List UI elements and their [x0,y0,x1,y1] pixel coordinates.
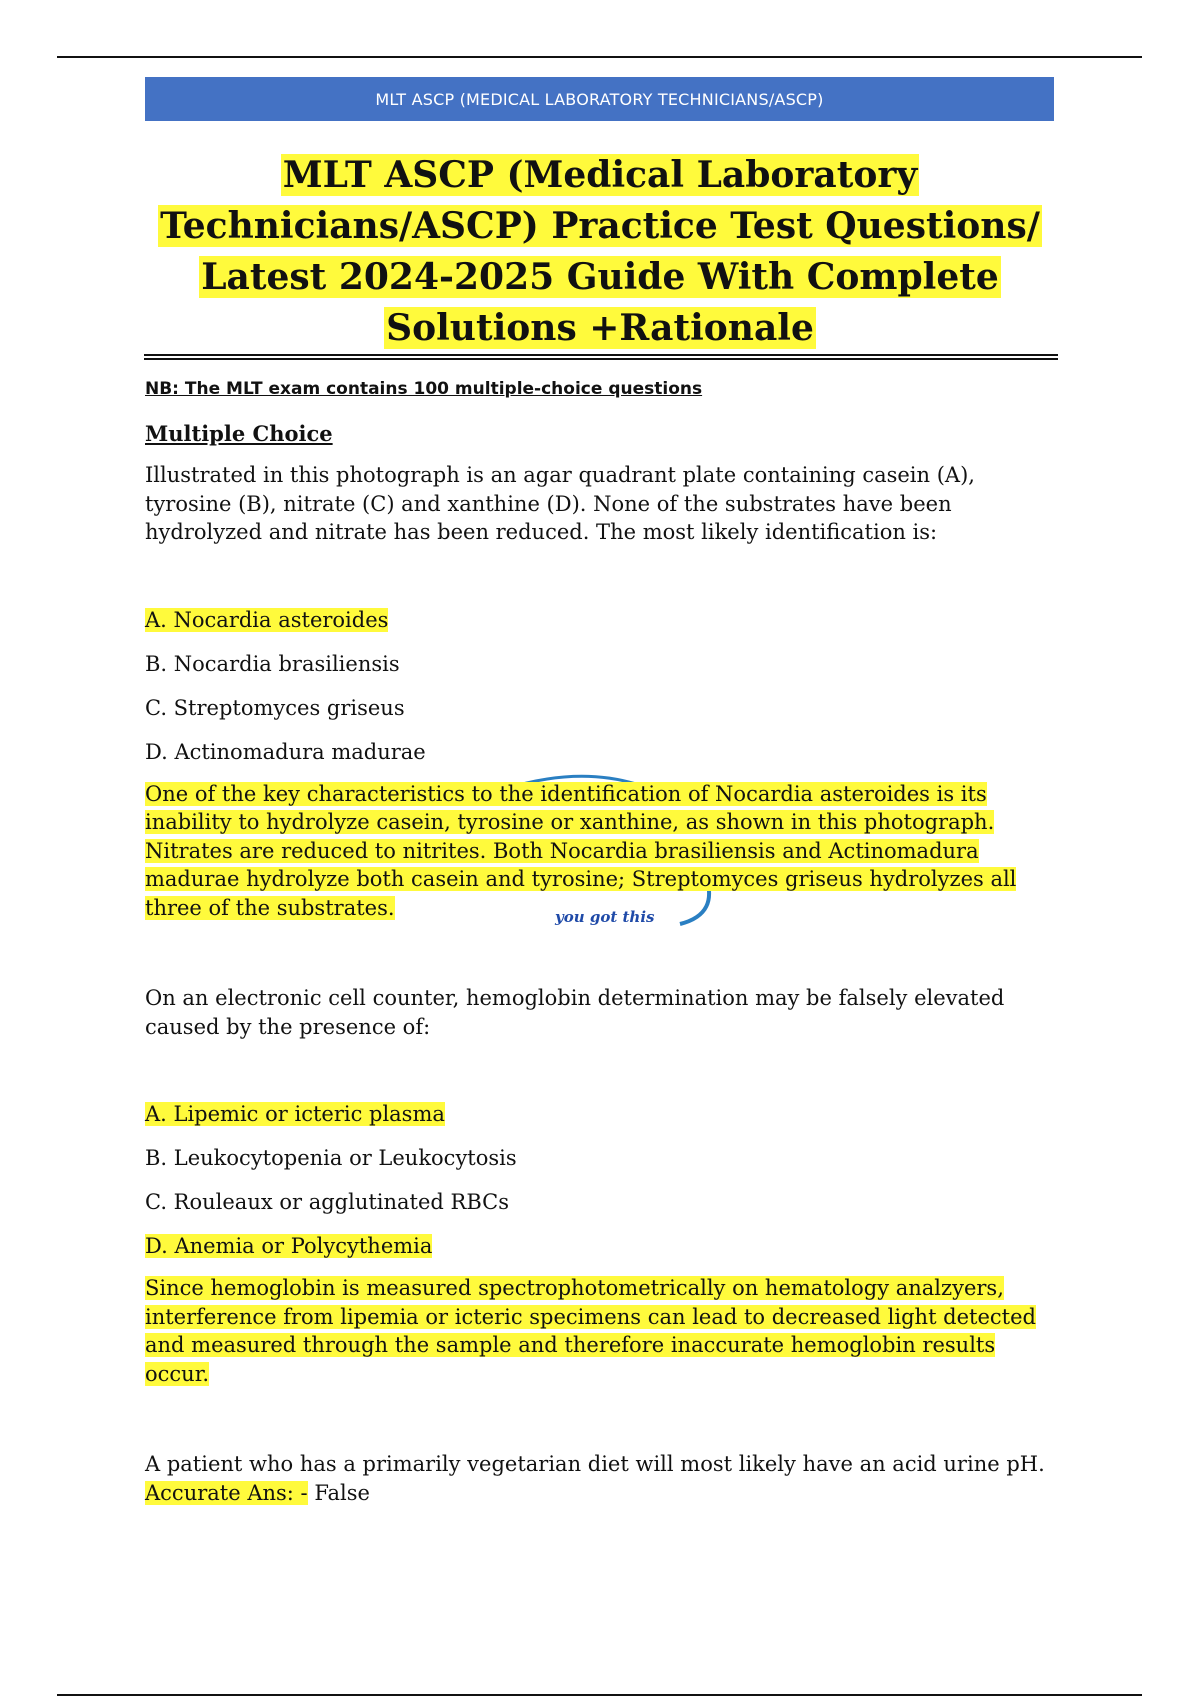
title-line-1: MLT ASCP (Medical Laboratory [282,154,918,196]
option-a-label: A. Lipemic or icteric plasma [145,1102,445,1126]
question-1-option-c: C. Streptomyces griseus [145,695,405,720]
bottom-rule [57,1694,1142,1696]
question-2-rationale [145,1274,1045,1388]
question-2-option-d [145,1232,1065,1260]
title-line-4: Solutions +Rationale [386,307,814,349]
nb-note: NB: The MLT exam contains 100 multiple-choice questions [145,379,703,399]
question-2 [145,984,1065,1388]
question-3-prompt: A patient who has a primarily vegetarian diet will most likely have an acid urine pH. [145,1452,1045,1476]
question-2-option-a [145,1100,1065,1128]
question-2-option-c: C. Rouleaux or agglutinated RBCs [145,1190,510,1214]
watermark-tagline: you got this [555,908,655,926]
top-rule [57,56,1142,58]
question-3-text [145,1450,1065,1507]
question-1-option-a [145,606,1065,634]
title-line-3: Latest 2024-2025 Guide With Complete [201,256,999,298]
question-1-option-b: B. Nocardia brasiliensis [145,651,400,676]
header-band-text: MLT ASCP (MEDICAL LABORATORY TECHNICIANS/ASCP) [375,89,824,109]
question-3 [145,1450,1065,1507]
section-heading: Multiple Choice [145,421,333,446]
document-body [145,375,1065,1507]
question-1-text: Illustrated in this photograph is an agar quadrant plate containing casein (A), tyrosine (B), nitrate (C) and xanthine (D). None of the substrates have been hydrolyzed and nitrate has been reduced. The most likely identification is: [145,463,975,544]
option-a-label: A. Nocardia asteroides [145,607,389,632]
title-line-2: Technicians/ASCP) Practice Test Questions/ [160,205,1040,247]
question-2-text: On an electronic cell counter, hemoglobin determination may be falsely elevated caused by the presence of: [145,986,1005,1039]
title-divider [144,354,1058,360]
question-2-option-b: B. Leukocytopenia or Leukocytosis [145,1146,517,1170]
answer-label: Accurate Ans: - [145,1480,308,1505]
header-band [145,77,1054,121]
document-title [140,150,1060,354]
answer-value: False [307,1480,370,1505]
option-d-label: D. Anemia or Polycythemia [145,1234,433,1258]
question-1-rationale [145,780,1035,923]
title-heading [140,150,1060,354]
rationale-2-text: Since hemoglobin is measured spectrophotometrically on hematology analzyers, interference from lipemia or icteric specimens can lead to decreased light detected and measured through the sample and therefore inaccurate hemoglobin results occur. [145,1276,1036,1386]
question-1 [145,461,1065,922]
rationale-1-text: One of the key characteristics to the identification of Nocardia asteroides is its inability to hydrolyze casein, tyrosine or xanthine, as shown in this photograph. Nitrates are reduced to nitrites. Both Nocardia brasiliensis and Actinomadura madurae hydrolyze both casein and tyrosine; Streptomyces griseus hydrolyzes all three of the substrates. [145,781,1017,920]
question-1-option-d: D. Actinomadura madurae [145,739,426,764]
